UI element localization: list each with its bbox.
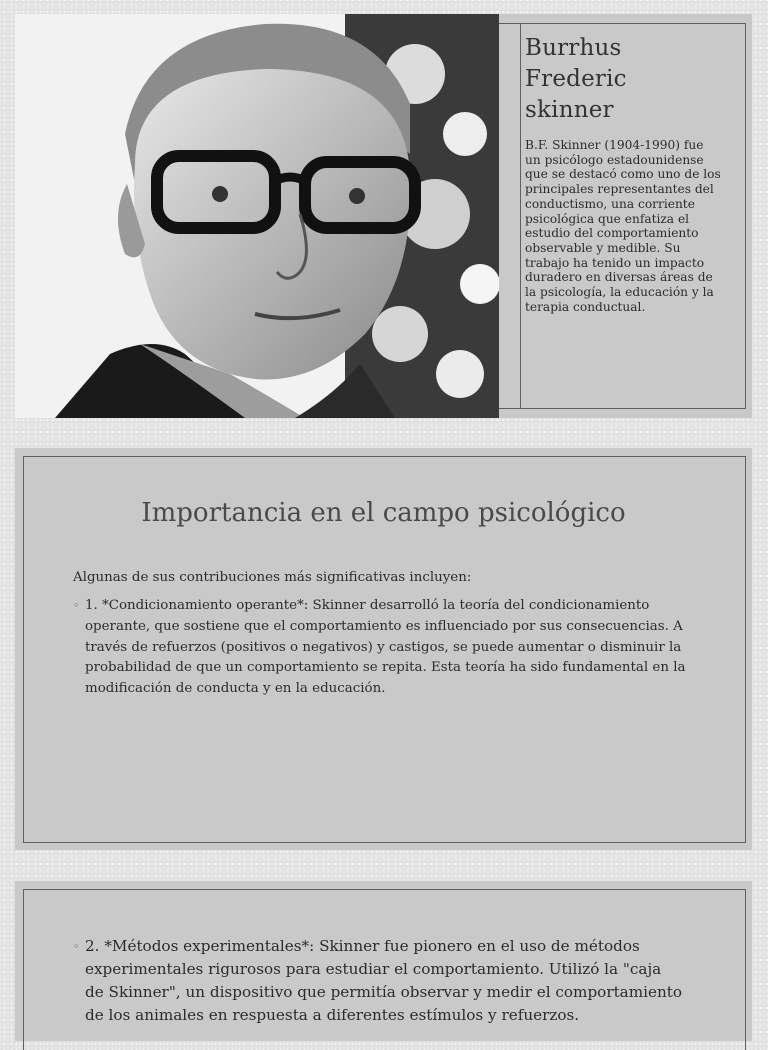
bullet-icon: ◦ [73, 599, 80, 612]
bullet-text: 1. *Condicionamiento operante*: Skinner desarrolló la teoría del condicionamiento operante, que sostiene que el comportamiento es influenciado por sus consecuencias. A través de refuerzos (positivos o negativos) y castigos, se puede aumentar o disminuir la probabilidad de que un comportamiento se repita. Esta teoría ha sido fundamental en la modificación de conducta y en la educación. [85, 598, 686, 697]
bio-title: Burrhus Frederic skinner [525, 35, 627, 123]
importance-title: Importancia en el campo psicológico [141, 498, 626, 528]
connector-line [499, 23, 520, 24]
list-item [73, 935, 683, 1027]
bullet-icon: ◦ [73, 940, 80, 953]
slide-methods [15, 881, 752, 1041]
slide-importance [15, 448, 752, 850]
list-item [73, 596, 703, 700]
portrait-photo [15, 14, 499, 418]
connector-line [499, 408, 520, 409]
bio-text: B.F. Skinner (1904-1990) fue un psicólogo estadounidense que se destacó como uno de los principales representantes del conductismo, una corriente psicológica que enfatiza el estudio del comportamiento observable y medible. Su trabajo ha tenido un impacto duradero en diversas áreas de la psicología, la educación y la terapia conductual. [525, 138, 721, 314]
importance-intro: Algunas de sus contribuciones más significativas incluyen: [73, 570, 472, 585]
bullet-text: 2. *Métodos experimentales*: Skinner fue pionero en el uso de métodos experimentales rigurosos para estudiar el comportamiento. Utilizó la "caja de Skinner", un dispositivo que permitía observar y medir el comportamiento de los animales en respuesta a diferentes estímulos y refuerzos. [85, 937, 683, 1024]
